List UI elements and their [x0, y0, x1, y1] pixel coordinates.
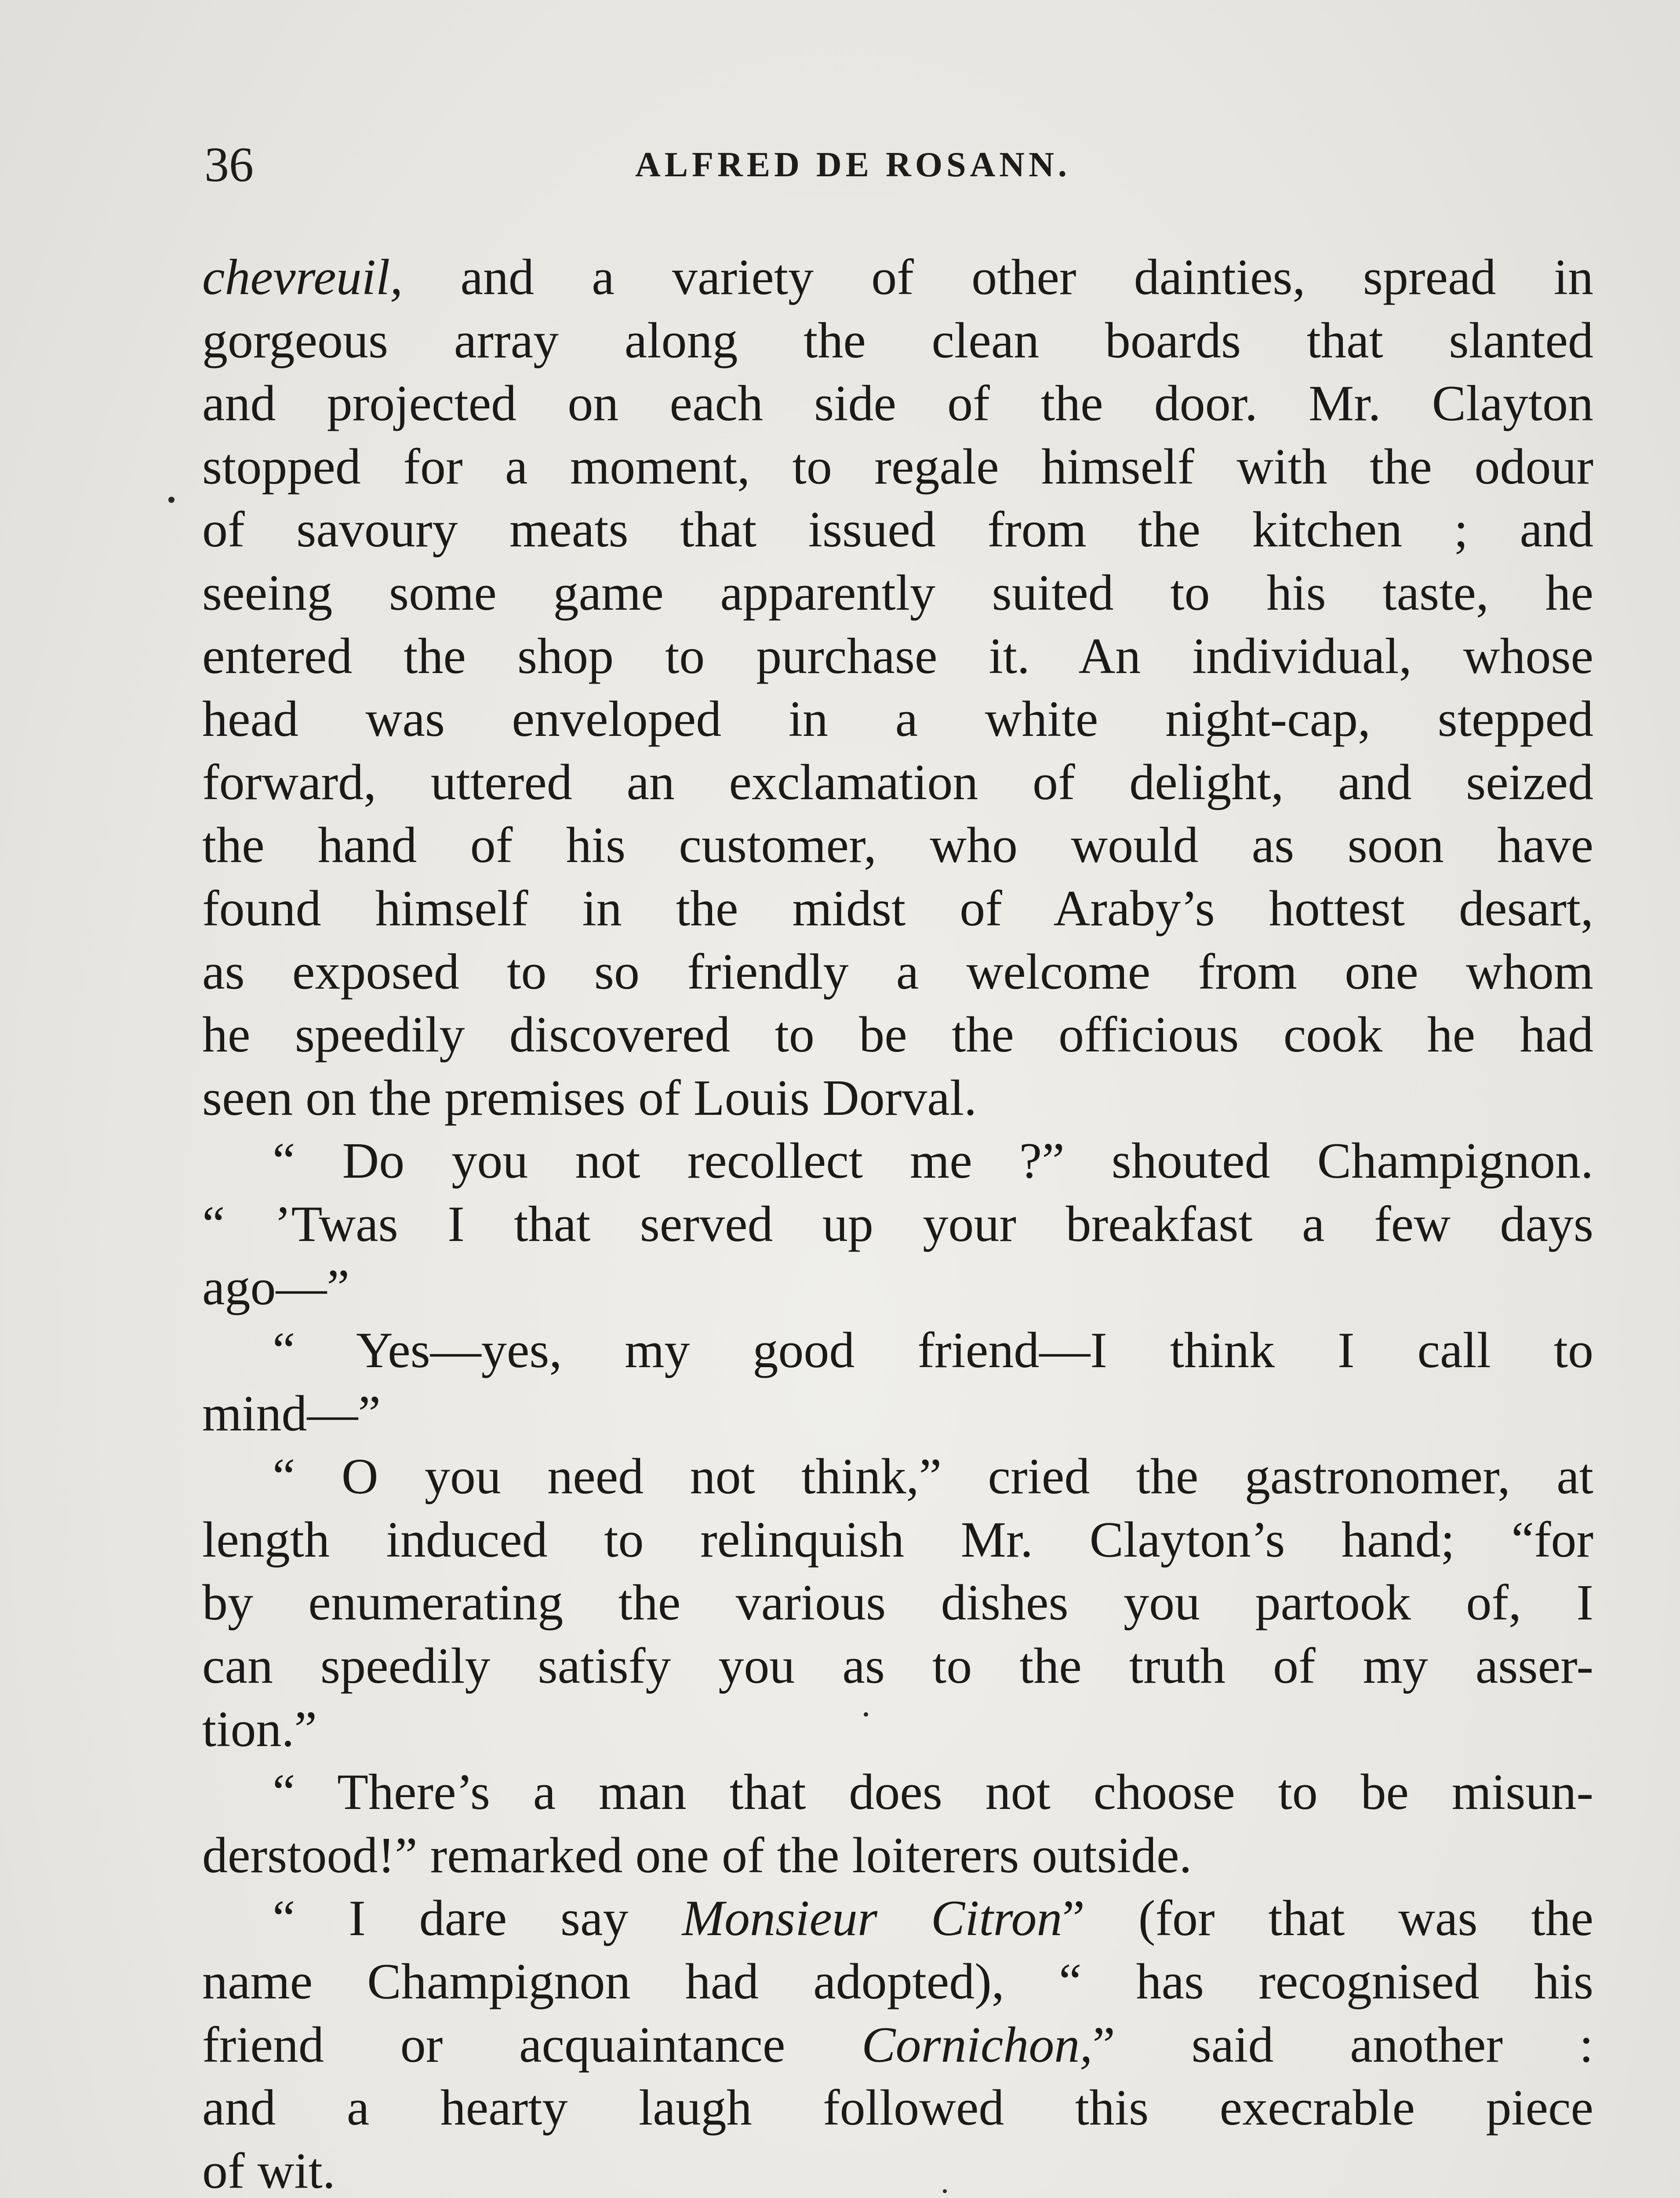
text-line	[202, 1951, 1593, 2014]
text-line	[202, 1004, 1593, 1067]
paragraph	[202, 1445, 1593, 1761]
text-run: ago—”	[202, 1259, 349, 1316]
text-line	[202, 877, 1593, 941]
text-run: head was enveloped in a white night-cap, stepped	[202, 691, 1593, 748]
body-text	[202, 246, 1593, 2198]
text-run: gorgeous array along the clean boards that slanted	[202, 312, 1593, 369]
text-line	[202, 625, 1593, 688]
text-line	[202, 2014, 1593, 2077]
text-run: can speedily satisfy you as to the truth of my asser-	[202, 1638, 1593, 1695]
page-number: 36	[204, 138, 254, 192]
text-line	[202, 1445, 1593, 1509]
italic-text: Monsieur Citron	[682, 1890, 1062, 1947]
text-line	[202, 1383, 1593, 1446]
text-line	[202, 436, 1593, 499]
text-line	[202, 2077, 1593, 2140]
paragraph	[202, 1761, 1593, 1887]
text-run: found himself in the midst of Araby’s hottest desart,	[202, 880, 1593, 937]
text-run: “ ’Twas I that served up your breakfast a few days	[202, 1196, 1593, 1252]
text-run: seeing some game apparently suited to his taste, he	[202, 564, 1593, 621]
text-run: by enumerating the various dishes you partook of, I	[202, 1575, 1593, 1631]
text-line	[202, 1572, 1593, 1635]
text-line	[202, 1067, 1593, 1130]
text-run: he speedily discovered to be the officious cook he had	[202, 1007, 1593, 1063]
text-line	[202, 2140, 1593, 2198]
paragraph	[202, 1130, 1593, 1319]
paper-speck	[943, 2189, 947, 2193]
text-run: “ There’s a man that does not choose to be misun-	[273, 1764, 1593, 1821]
text-run: “ Do you not recollect me ?” shouted Champignon.	[273, 1133, 1593, 1190]
text-run: and a variety of other dainties, spread in	[403, 249, 1593, 306]
text-line	[202, 246, 1593, 309]
italic-text: Cornichon,	[862, 2016, 1093, 2073]
text-run: tion.”	[202, 1701, 317, 1758]
text-line	[202, 688, 1593, 751]
text-run: seen on the premises of Louis Dorval.	[202, 1070, 977, 1126]
text-run: ” said another :	[1092, 2016, 1593, 2073]
text-line	[202, 309, 1593, 373]
paper-speck	[864, 1712, 868, 1717]
paper-speck	[168, 497, 175, 503]
text-run: stopped for a moment, to regale himself with the odour	[202, 438, 1593, 495]
text-run: the hand of his customer, who would as soon have	[202, 817, 1593, 874]
text-run: forward, uttered an exclamation of delight, and seized	[202, 754, 1593, 811]
text-line	[202, 1824, 1593, 1888]
text-line	[202, 1761, 1593, 1824]
text-line	[202, 1319, 1593, 1383]
text-run: name Champignon had adopted), “ has recognised his	[202, 1954, 1593, 2010]
page-header	[204, 132, 1576, 198]
text-line	[202, 941, 1593, 1004]
text-line	[202, 1193, 1593, 1256]
text-line	[202, 814, 1593, 877]
text-line	[202, 1887, 1593, 1951]
text-line	[202, 372, 1593, 436]
text-line	[202, 499, 1593, 562]
paragraph	[202, 246, 1593, 1130]
text-line	[202, 751, 1593, 815]
text-run: “ I dare say	[273, 1890, 682, 1947]
text-run: and projected on each side of the door. Mr. Clayton	[202, 375, 1593, 432]
text-line	[202, 1130, 1593, 1193]
paragraph	[202, 1887, 1593, 2198]
text-run: length induced to relinquish Mr. Clayton’s hand; “for	[202, 1511, 1593, 1568]
text-run: entered the shop to purchase it. An individual, whose	[202, 628, 1593, 684]
text-run: of savoury meats that issued from the kitchen ; and	[202, 502, 1593, 558]
text-run: “ Yes—yes, my good friend—I think I call to	[273, 1322, 1593, 1379]
text-line	[202, 562, 1593, 625]
text-run: “ O you need not think,” cried the gastronomer, at	[273, 1448, 1593, 1505]
text-run: ” (for that was the	[1062, 1890, 1593, 1947]
italic-text: chevreuil,	[202, 249, 403, 306]
paragraph	[202, 1319, 1593, 1445]
text-run: of wit.	[202, 2143, 335, 2198]
text-line	[202, 1698, 1593, 1761]
text-run: as exposed to so friendly a welcome from one whom	[202, 943, 1593, 1000]
text-run: mind—”	[202, 1385, 381, 1442]
text-line	[202, 1635, 1593, 1698]
text-line	[202, 1509, 1593, 1572]
text-run: and a hearty laugh followed this execrable piece	[202, 2080, 1593, 2136]
text-run: friend or acquaintance	[202, 2016, 862, 2073]
text-run: derstood!” remarked one of the loiterers outside.	[202, 1827, 1192, 1884]
text-line	[202, 1256, 1593, 1320]
running-title: ALFRED DE ROSANN.	[635, 146, 1071, 184]
